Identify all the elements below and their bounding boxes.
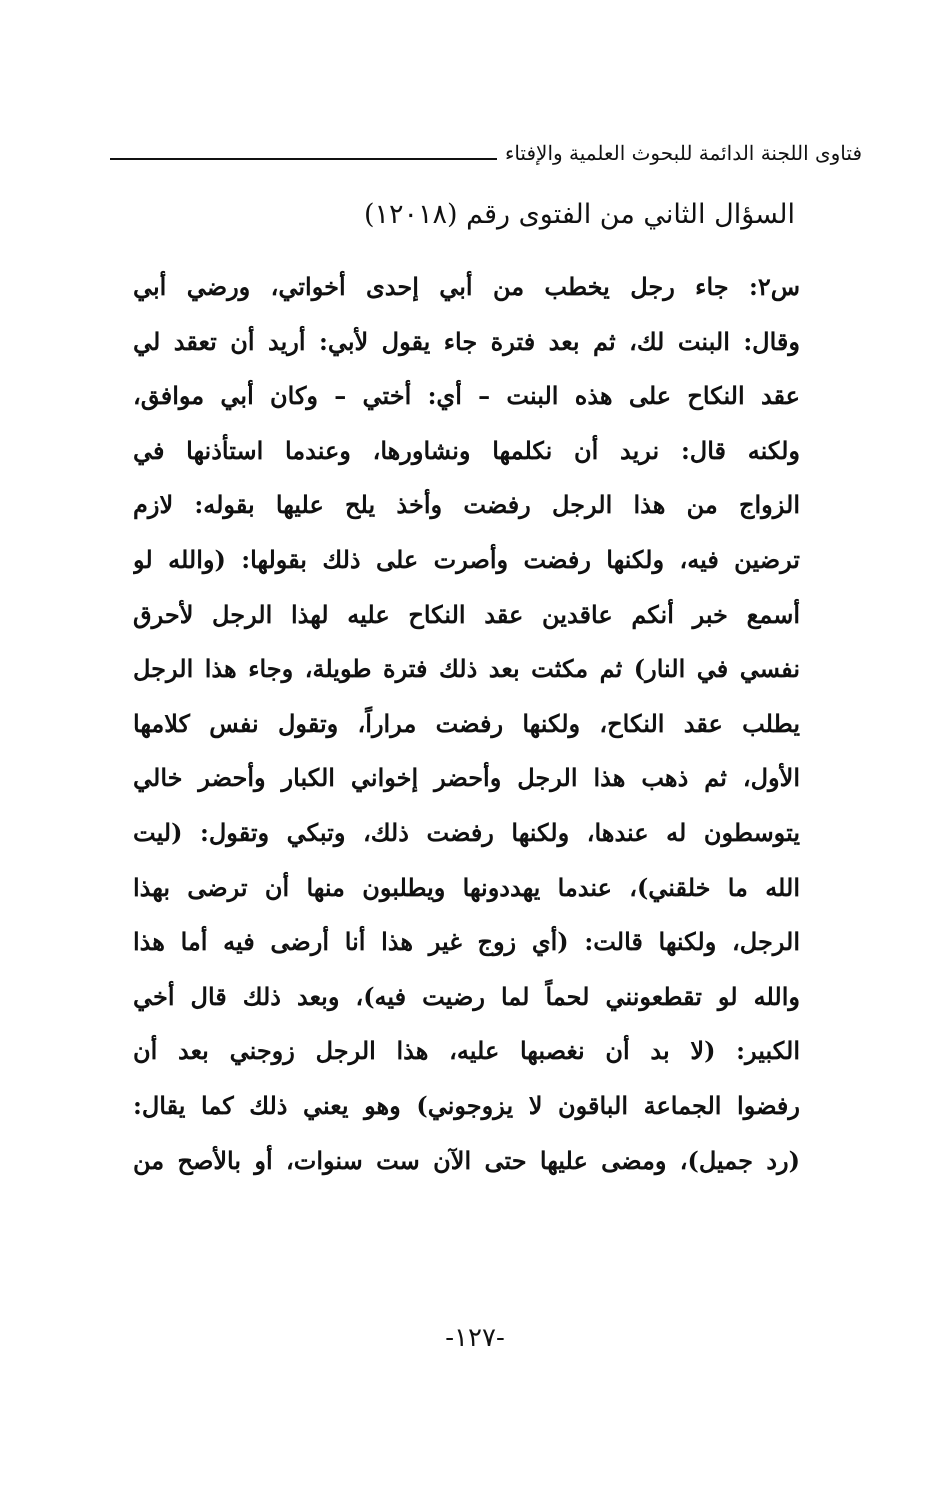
body-line: نفسي في النار) ثم مكثت بعد ذلك فترة طويلة، وجاء هذا الرجل bbox=[133, 654, 800, 684]
body-line: والله لو تقطعونني لحماً لما رضيت فيه)، وبعد ذلك قال أخي bbox=[133, 981, 800, 1011]
section-title: السؤال الثاني من الفتوى رقم (١٢٠١٨) bbox=[363, 199, 795, 230]
body-line: أسمع خبر أنكم عاقدين عقد النكاح عليه لهذا الرجل لأحرق bbox=[133, 599, 800, 629]
header-rule bbox=[110, 158, 497, 160]
body-line: الزواج من هذا الرجل رفضت وأخذ يلح عليها بقوله: لازم bbox=[133, 490, 800, 520]
body-line: رفضوا الجماعة الباقون لا يزوجوني) وهو يعني ذلك كما يقال: bbox=[133, 1090, 800, 1120]
body-line: الله ما خلقني)، عندما يهددونها ويطلبون منها أن ترضى بهذا bbox=[133, 872, 800, 902]
body-line: الكبير: (لا بد أن نغصبها عليه، هذا الرجل زوجني بعد أن bbox=[133, 1036, 800, 1066]
body-line: الرجل، ولكنها قالت: (أي زوج غير هذا أنا أرضى فيه أما هذا bbox=[133, 927, 800, 957]
page-number: -١٢٧- bbox=[445, 1323, 505, 1353]
body-line: وقال: البنت لك، ثم بعد فترة جاء يقول لأبي: أريد أن تعقد لي bbox=[133, 326, 800, 356]
body-line: يطلب عقد النكاح، ولكنها رفضت مراراً، وتقول نفس كلامها bbox=[133, 708, 800, 738]
body-text bbox=[133, 260, 800, 1188]
body-line: يتوسطون له عندها، ولكنها رفضت ذلك، وتبكي وتقول: (ليت bbox=[133, 817, 800, 847]
body-line: (رد جميل)، ومضى عليها حتى الآن ست سنوات، أو بالأصح من bbox=[133, 1145, 800, 1175]
running-header bbox=[110, 128, 862, 168]
body-line: عقد النكاح على هذه البنت – أي: أختي – وكان أبي موافق، bbox=[133, 381, 800, 411]
body-line: ترضين فيه، ولكنها رفضت وأصرت على ذلك بقولها: (والله لو bbox=[133, 544, 800, 574]
body-line: س٢: جاء رجل يخطب من أبي إحدى أخواتي، ورضي أبي bbox=[133, 272, 800, 301]
body-line: ولكنه قال: نريد أن نكلمها ونشاورها، وعندما استأذنها في bbox=[133, 435, 800, 465]
running-title: فتاوى اللجنة الدائمة للبحوث العلمية والإفتاء bbox=[504, 141, 862, 165]
body-line: الأول، ثم ذهب هذا الرجل وأحضر إخواني الكبار وأحضر خالي bbox=[133, 763, 800, 793]
